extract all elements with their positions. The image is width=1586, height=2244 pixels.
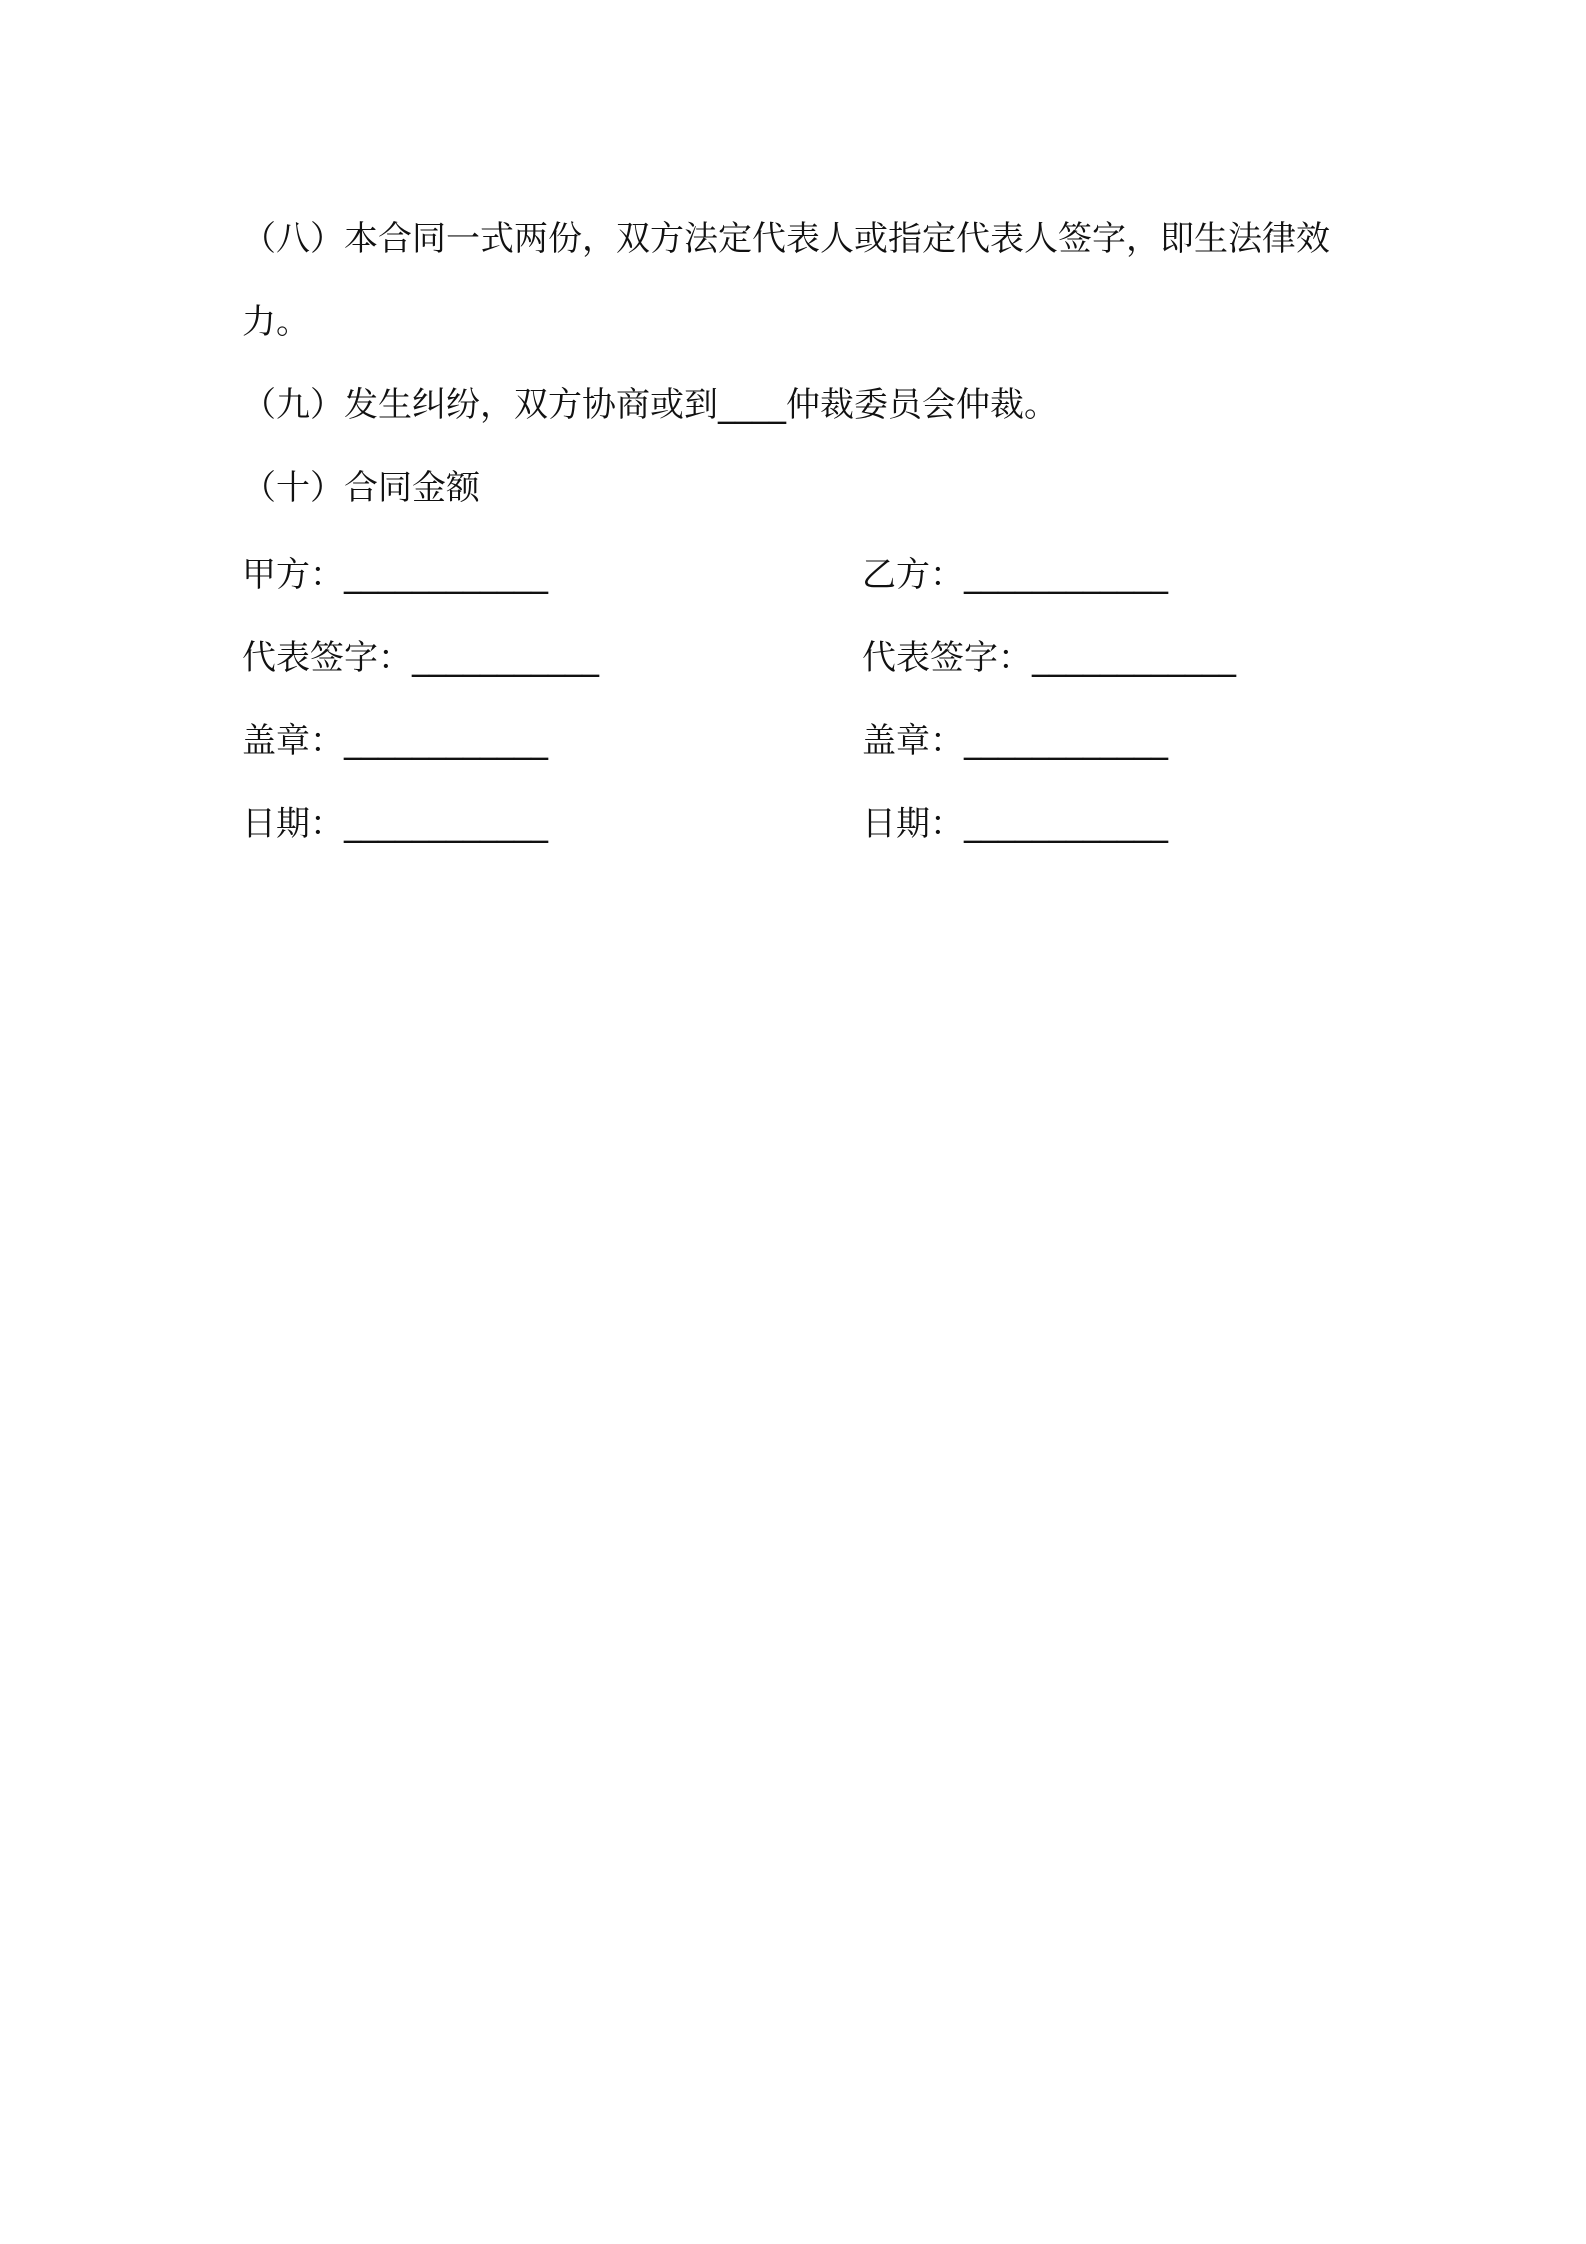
party-b-seal-label: 盖章： bbox=[862, 721, 964, 761]
clause-10: （十）合同金额 bbox=[242, 468, 480, 508]
party-b-label: 乙方： bbox=[862, 555, 964, 595]
party-b-seal-field bbox=[862, 713, 1372, 762]
party-a-seal-label: 盖章： bbox=[242, 721, 344, 761]
party-b-date-field bbox=[862, 796, 1372, 845]
party-a-label: 甲方： bbox=[242, 555, 344, 595]
party-a-representative-label: 代表签字： bbox=[242, 638, 412, 678]
party-b-date-label: 日期： bbox=[862, 804, 964, 844]
party-b-date-blank: ____________ bbox=[964, 804, 1168, 844]
signature-row-date bbox=[242, 779, 1372, 862]
clause-8: （八）本合同一式两份，双方法定代表人或指定代表人签字，即生法律效力。 bbox=[242, 219, 1330, 342]
party-a-representative-blank: ___________ bbox=[412, 638, 599, 678]
party-a-field bbox=[242, 547, 862, 596]
contract-body bbox=[242, 198, 1372, 862]
party-b-field bbox=[862, 547, 1372, 596]
signature-row-seal bbox=[242, 696, 1372, 779]
party-b-blank: ____________ bbox=[964, 555, 1168, 595]
party-a-representative-field bbox=[242, 630, 862, 679]
party-b-representative-field bbox=[862, 630, 1372, 679]
party-a-blank: ____________ bbox=[344, 555, 548, 595]
party-a-seal-field bbox=[242, 713, 862, 762]
party-a-date-blank: ____________ bbox=[344, 804, 548, 844]
signature-row-representative bbox=[242, 613, 1372, 696]
party-a-date-field bbox=[242, 796, 862, 845]
signature-row-party bbox=[242, 530, 1372, 613]
party-a-date-label: 日期： bbox=[242, 804, 344, 844]
party-a-seal-blank: ____________ bbox=[344, 721, 548, 761]
party-b-seal-blank: ____________ bbox=[964, 721, 1168, 761]
party-b-representative-blank: ____________ bbox=[1032, 638, 1236, 678]
signature-block bbox=[242, 530, 1372, 862]
clause-9: （九）发生纠纷，双方协商或到____仲裁委员会仲裁。 bbox=[242, 385, 1058, 425]
party-b-representative-label: 代表签字： bbox=[862, 638, 1032, 678]
